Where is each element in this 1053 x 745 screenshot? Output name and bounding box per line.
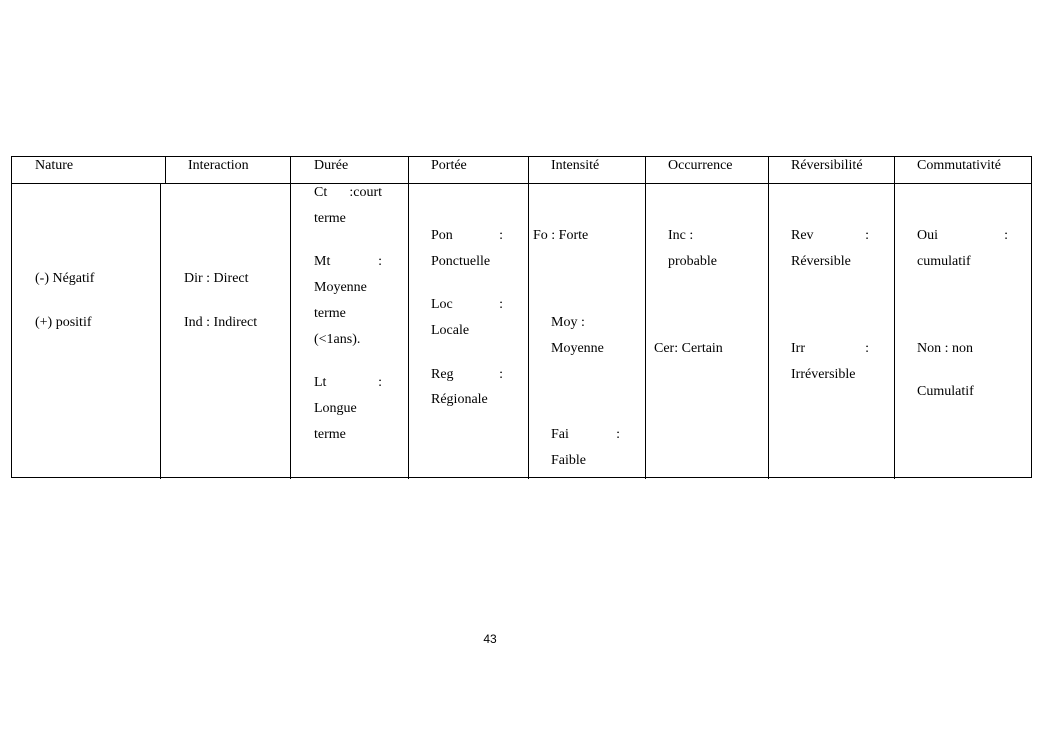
- duree-lt-line: [314, 375, 382, 391]
- portee-pon-line: [431, 228, 503, 244]
- col-divider-6: [768, 157, 769, 479]
- commutativite-oui-code: Oui: [917, 228, 938, 243]
- duree-ct-line: [314, 185, 382, 201]
- col-divider-3: [408, 157, 409, 479]
- interaction-indirect: Ind : Indirect: [184, 315, 258, 330]
- duree-mt-sep: :: [378, 254, 382, 269]
- col-divider-4: [528, 157, 529, 479]
- duree-ct-code: Ct: [314, 185, 328, 200]
- portee-reg-code: Reg: [431, 367, 454, 382]
- intensite-moyenne: Moyenne: [551, 341, 604, 356]
- header-reversibilite: Réversibilité: [791, 158, 863, 173]
- header-nature: Nature: [35, 158, 74, 173]
- commutativite-oui-sep: :: [1004, 228, 1008, 243]
- intensite-moy-code: Moy :: [551, 315, 585, 330]
- occurrence-certain: Cer: Certain: [654, 341, 723, 356]
- duree-lt-sep: :: [378, 375, 382, 390]
- col-divider-5: [645, 157, 646, 479]
- intensite-fai-line: [551, 427, 620, 443]
- header-interaction: Interaction: [188, 158, 249, 173]
- duree-ct-terme: terme: [314, 211, 346, 226]
- intensite-forte: Fo : Forte: [533, 228, 589, 243]
- intensite-fai-sep: :: [616, 427, 620, 442]
- portee-pon-sep: :: [499, 228, 503, 243]
- commutativite-non-cumulatif: Cumulatif: [917, 384, 974, 399]
- col-divider-1-header: [165, 157, 166, 184]
- page-number: 43: [483, 632, 497, 646]
- duree-mt-terme: terme: [314, 306, 346, 321]
- portee-regionale: Régionale: [431, 392, 488, 407]
- nature-positif: (+) positif: [35, 315, 92, 330]
- col-divider-1: [160, 183, 161, 479]
- duree-lt-code: Lt: [314, 375, 327, 390]
- portee-ponctuelle: Ponctuelle: [431, 254, 491, 269]
- intensite-fai-code: Fai: [551, 427, 569, 442]
- portee-locale: Locale: [431, 323, 470, 338]
- impact-criteria-table: [11, 156, 1032, 478]
- reversibilite-irr-sep: :: [865, 341, 869, 356]
- nature-negatif: (-) Négatif: [35, 271, 95, 286]
- header-duree: Durée: [314, 158, 349, 173]
- header-commutativite: Commutativité: [917, 158, 1001, 173]
- col-divider-2: [290, 157, 291, 479]
- reversibilite-rev-code: Rev: [791, 228, 814, 243]
- header-portee: Portée: [431, 158, 467, 173]
- portee-loc-code: Loc: [431, 297, 453, 312]
- duree-ct-sep: :court: [349, 185, 382, 200]
- interaction-direct: Dir : Direct: [184, 271, 249, 286]
- portee-loc-line: [431, 297, 503, 313]
- reversibilite-irr-code: Irr: [791, 341, 805, 356]
- duree-mt-code: Mt: [314, 254, 331, 269]
- duree-mt-note: (<1ans).: [314, 332, 361, 347]
- reversibilite-reversible: Réversible: [791, 254, 851, 269]
- occurrence-probable: probable: [668, 254, 717, 269]
- header-intensite: Intensité: [551, 158, 600, 173]
- header-occurrence: Occurrence: [668, 158, 733, 173]
- col-divider-7: [894, 157, 895, 479]
- commutativite-non: Non : non: [917, 341, 973, 356]
- reversibilite-rev-sep: :: [865, 228, 869, 243]
- duree-lt-terme: terme: [314, 427, 346, 442]
- portee-reg-sep: :: [499, 367, 503, 382]
- duree-mt-moyenne: Moyenne: [314, 280, 367, 295]
- commutativite-cumulatif: cumulatif: [917, 254, 971, 269]
- occurrence-inc-code: Inc :: [668, 228, 694, 243]
- reversibilite-rev-line: [791, 228, 869, 244]
- portee-loc-sep: :: [499, 297, 503, 312]
- commutativite-oui-line: [917, 228, 1008, 244]
- portee-pon-code: Pon: [431, 228, 453, 243]
- duree-lt-longue: Longue: [314, 401, 357, 416]
- duree-mt-line: [314, 254, 382, 270]
- portee-reg-line: [431, 367, 503, 383]
- reversibilite-irreversible: Irréversible: [791, 367, 856, 382]
- reversibilite-irr-line: [791, 341, 869, 357]
- intensite-faible: Faible: [551, 453, 586, 468]
